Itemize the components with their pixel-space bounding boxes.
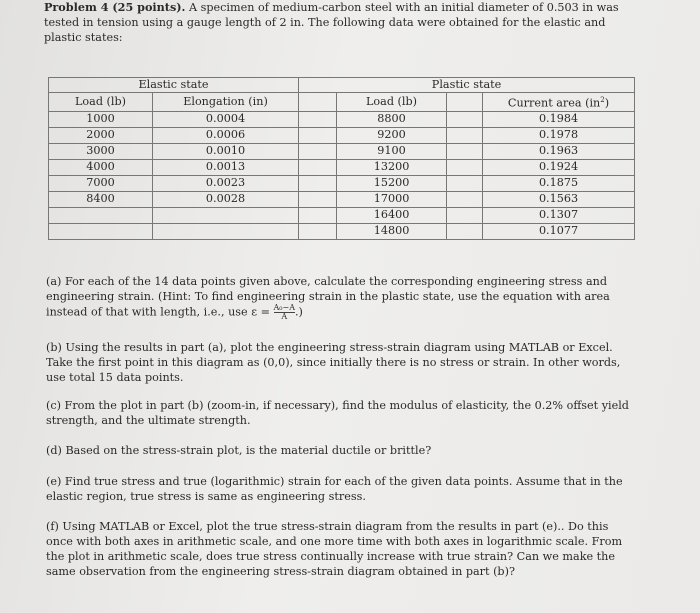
current-area-cell: 0.1924 [483, 159, 635, 175]
elastic-load-cell: 4000 [49, 159, 153, 175]
table-column-header-row [49, 93, 635, 112]
elastic-load-cell [49, 207, 153, 223]
current-area-cell: 0.1984 [483, 111, 635, 127]
question-c: (c) From the plot in part (b) (zoom-in, if necessary), find the modulus of elasticity, the 0.2% offset yield strength, and the ultimate strength. [46, 399, 629, 427]
elastic-load-cell: 2000 [49, 127, 153, 143]
current-area-cell: 0.1963 [483, 143, 635, 159]
col-header-plastic-load: Load (lb) [337, 93, 447, 112]
elongation-cell: 0.0028 [153, 191, 299, 207]
spacer-cell [299, 223, 337, 239]
elastic-state-header: Elastic state [49, 78, 299, 93]
spacer-cell [447, 191, 483, 207]
col-header-current-area: Current area $(in^2)$ [483, 93, 635, 112]
elongation-cell [153, 223, 299, 239]
current-area-cell: 0.1563 [483, 191, 635, 207]
spacer-cell [447, 159, 483, 175]
question-f: (f) Using MATLAB or Excel, plot the true stress-strain diagram from the results in part (e).. Do this once with both axes in arithmetic scale, and one more time with both axes in logarithmic scale. From the plot in arithmetic scale, does true stress continually increase with true strain? Can we make the same observation from the engineering stress-strain diagram obtained in part (b)? [46, 520, 623, 578]
spacer-cell [299, 127, 337, 143]
plastic-load-cell: 14800 [337, 223, 447, 239]
col-header-elongation: Elongation (in) [153, 93, 299, 112]
table-row [49, 175, 635, 191]
plastic-state-header: Plastic state [299, 78, 635, 93]
spacer-cell [447, 127, 483, 143]
question-b: (b) Using the results in part (a), plot the engineering stress-strain diagram using MATLAB or Excel. Take the first point in this diagram as (0,0), since initially there is no stress or strain. In other words, use total 15 data points. [46, 341, 621, 384]
spacer-cell [447, 111, 483, 127]
data-table [48, 77, 635, 240]
spacer-cell [447, 207, 483, 223]
elastic-load-cell: 1000 [49, 111, 153, 127]
current-area-cell: 0.1875 [483, 175, 635, 191]
spacer-cell [299, 175, 337, 191]
current-area-cell: 0.1307 [483, 207, 635, 223]
elastic-load-cell: 3000 [49, 143, 153, 159]
plastic-load-cell: 13200 [337, 159, 447, 175]
problem-heading: Problem 4 (25 points). [44, 0, 186, 14]
col-header-elastic-load: Load (lb) [49, 93, 153, 112]
table-row [49, 223, 635, 239]
table-row [49, 207, 635, 223]
spacer-cell [299, 207, 337, 223]
table-group-header-row [49, 78, 635, 93]
spacer-cell [299, 111, 337, 127]
table-row [49, 143, 635, 159]
table-row [49, 111, 635, 127]
spacer-cell [299, 143, 337, 159]
table-row [49, 127, 635, 143]
plastic-load-cell: 15200 [337, 175, 447, 191]
problem-text: A specimen of medium-carbon steel with an initial diameter of 0.503 in was tested in tension using a gauge length of 2 in. The following data were obtained for the elastic and plastic states: [44, 1, 619, 44]
table-row [49, 191, 635, 207]
question-d: (d) Based on the stress-strain plot, is the material ductile or brittle? [46, 444, 432, 457]
spacer-cell [447, 175, 483, 191]
elastic-load-cell: 8400 [49, 191, 153, 207]
spacer-cell [299, 191, 337, 207]
question-e: (e) Find true stress and true (logarithmic) strain for each of the given data points. Assume that in the elastic region, true stress is same as engineering stress. [46, 475, 623, 503]
elastic-load-cell: 7000 [49, 175, 153, 191]
plastic-load-cell: 8800 [337, 111, 447, 127]
plastic-load-cell: 16400 [337, 207, 447, 223]
elongation-cell: 0.0010 [153, 143, 299, 159]
current-area-cell: 0.1077 [483, 223, 635, 239]
plastic-load-cell: 17000 [337, 191, 447, 207]
elongation-cell: 0.0004 [153, 111, 299, 127]
question-a: (a) For each of the 14 data points given above, calculate the corresponding engineering stress and engineering strain. (Hint: To find engineering strain in the plastic state, use the equation with area instead of that with length, i.e., use ε = $\frac{\text{A₀−A}}{A}$ .) [46, 275, 610, 321]
elongation-cell: 0.0006 [153, 127, 299, 143]
spacer-cell [447, 223, 483, 239]
elongation-cell: 0.0013 [153, 159, 299, 175]
table-row [49, 159, 635, 175]
plastic-load-cell: 9100 [337, 143, 447, 159]
spacer-cell [447, 93, 483, 112]
problem-statement [44, 0, 644, 45]
elongation-cell [153, 207, 299, 223]
strain-fraction: $\frac{\text{A₀−A}}{A}$ [273, 303, 295, 321]
plastic-load-cell: 9200 [337, 127, 447, 143]
spacer-cell [299, 93, 337, 112]
elastic-load-cell [49, 223, 153, 239]
current-area-cell: 0.1978 [483, 127, 635, 143]
elongation-cell: 0.0023 [153, 175, 299, 191]
spacer-cell [299, 159, 337, 175]
spacer-cell [447, 143, 483, 159]
